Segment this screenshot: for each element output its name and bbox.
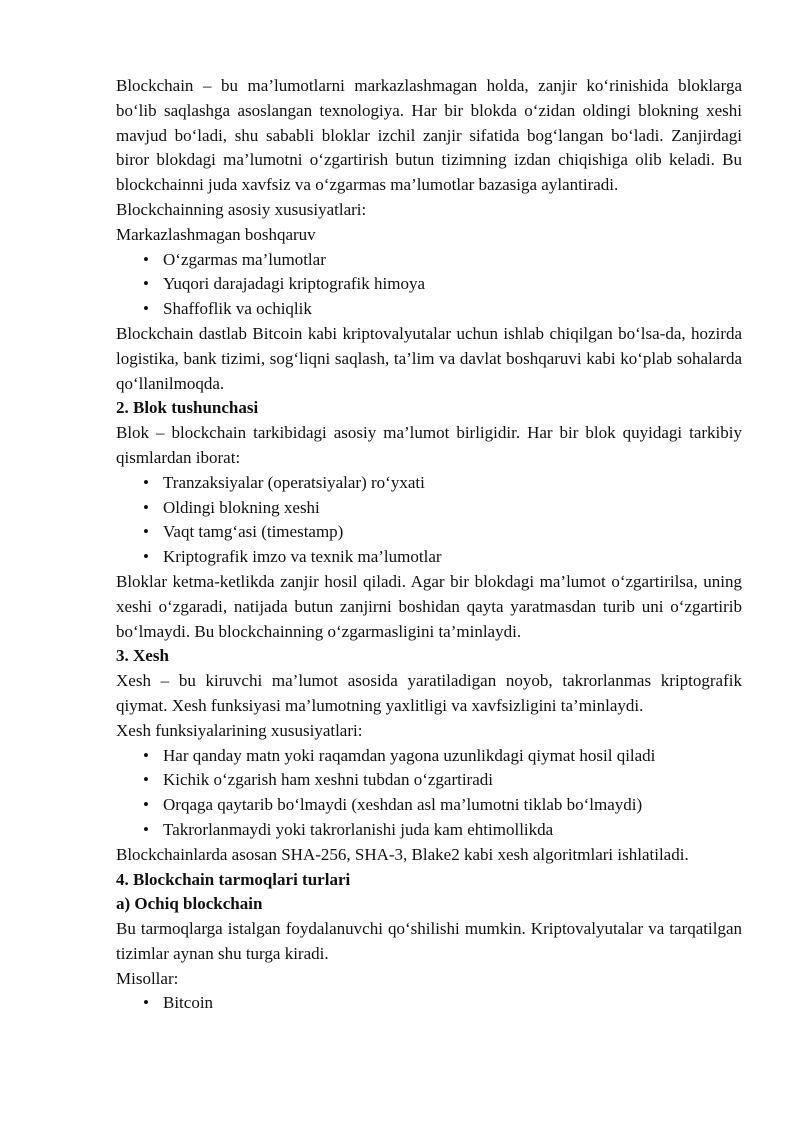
list-item-text: Takrorlanmaydi yoki takrorlanishi juda kam ehtimollikda xyxy=(163,819,554,839)
bullet-icon: • xyxy=(143,522,149,542)
list-item xyxy=(116,545,742,570)
list-item xyxy=(116,297,742,322)
list-item xyxy=(116,272,742,297)
intro-paragraph: Blockchain – bu ma’lumotlarni markazlashmagan holda, zanjir ko‘rinishida bloklarga bo‘lib saqlashga asoslangan texnologiya. Har bir blokda o‘zidan oldingi blokning xeshi mavjud bo‘ladi, shu sababli bloklar izchil zanjir sifatida bog‘langan bo‘ladi. Zanjirdagi biror blokdagi ma’lumotni o‘zgartirish butun tizimning izdan chiqishiga olib keladi. Bu blockchainni juda xavfsiz va o‘zgarmas ma’lumotlar bazasiga aylantiradi. xyxy=(116,76,742,195)
list-item xyxy=(116,768,742,793)
bullet-icon: • xyxy=(143,249,149,269)
features-title: Blockchainning asosiy xususiyatlari: xyxy=(116,199,367,219)
hash-intro-paragraph: Xesh – bu kiruvchi ma’lumot asosida yaratiladigan noyob, takrorlanmas kriptografik qiymat. Xesh funksiyasi ma’lumotning yaxlitligi va xavfsizligini ta’minlaydi. xyxy=(116,671,742,715)
document-page xyxy=(116,74,742,1016)
hash-features-title: Xesh funksiyalarining xususiyatlari: xyxy=(116,720,363,740)
list-item-text: Oldingi blokning xeshi xyxy=(163,497,320,517)
list-item-text: Tranzaksiyalar (operatsiyalar) ro‘yxati xyxy=(163,472,425,492)
bullet-icon: • xyxy=(143,819,149,839)
list-item-text: Har qanday matn yoki raqamdan yagona uzunlikdagi qiymat hosil qiladi xyxy=(163,745,656,765)
list-item-text: Bitcoin xyxy=(163,993,214,1013)
list-item-text: O‘zgarmas ma’lumotlar xyxy=(163,249,326,269)
block-intro-paragraph: Blok – blockchain tarkibidagi asosiy ma’lumot birligidir. Har bir blok quyidagi tarkibiy qismlardan iborat: xyxy=(116,423,742,467)
list-item-text: Vaqt tamg‘asi (timestamp) xyxy=(163,522,344,542)
list-item-text: Kriptografik imzo va texnik ma’lumotlar xyxy=(163,547,442,567)
list-item-text: Shaffoflik va ochiqlik xyxy=(163,299,312,319)
list-item-text: Kichik o‘zgarish ham xeshni tubdan o‘zgartiradi xyxy=(163,770,493,790)
bullet-icon: • xyxy=(143,497,149,517)
features-first-item: Markazlashmagan boshqaruv xyxy=(116,224,316,244)
list-item xyxy=(116,471,742,496)
block-chain-paragraph: Bloklar ketma-ketlikda zanjir hosil qiladi. Agar bir blokdagi ma’lumot o‘zgartirilsa, uning xeshi o‘zgaradi, natijada butun zanjirni boshidan qayta yaratmasdan turib uni o‘zgartirib bo‘lmaydi. Bu blockchainning o‘zgarmasligini ta’minlaydi. xyxy=(116,571,742,641)
block-parts-list xyxy=(116,471,742,570)
list-item xyxy=(116,496,742,521)
bullet-icon: • xyxy=(143,795,149,815)
list-item xyxy=(116,818,742,843)
features-list xyxy=(116,248,742,322)
list-item xyxy=(116,248,742,273)
examples-title: Misollar: xyxy=(116,968,179,988)
list-item-text: Yuqori darajadagi kriptografik himoya xyxy=(163,274,426,294)
subsection-heading-public: a) Ochiq blockchain xyxy=(116,894,263,914)
public-intro-paragraph: Bu tarmoqlarga istalgan foydalanuvchi qo‘shilishi mumkin. Kriptovalyutalar va tarqatilgan tizimlar aynan shu turga kiradi. xyxy=(116,919,742,963)
section-heading-network-types: 4. Blockchain tarmoqlari turlari xyxy=(116,869,351,889)
list-item xyxy=(116,520,742,545)
hash-features-list xyxy=(116,744,742,843)
list-item xyxy=(116,991,742,1016)
bullet-icon: • xyxy=(143,993,149,1013)
examples-list xyxy=(116,991,742,1016)
section-heading-hash: 3. Xesh xyxy=(116,646,169,666)
bullet-icon: • xyxy=(143,299,149,319)
bullet-icon: • xyxy=(143,745,149,765)
hash-algorithms-paragraph: Blockchainlarda asosan SHA-256, SHA-3, Blake2 kabi xesh algoritmlari ishlatiladi. xyxy=(116,844,689,864)
bullet-icon: • xyxy=(143,472,149,492)
bullet-icon: • xyxy=(143,274,149,294)
list-item xyxy=(116,793,742,818)
list-item xyxy=(116,744,742,769)
list-item-text: Orqaga qaytarib bo‘lmaydi (xeshdan asl ma’lumotni tiklab bo‘lmaydi) xyxy=(163,795,643,815)
usage-paragraph: Blockchain dastlab Bitcoin kabi kriptovalyutalar uchun ishlab chiqilgan bo‘lsa-da, hozirda logistika, bank tizimi, sog‘liqni saqlash, ta’lim va davlat boshqaruvi kabi ko‘plab sohalarda qo‘llanilmoqda. xyxy=(116,323,742,393)
section-heading-block: 2. Blok tushunchasi xyxy=(116,398,259,418)
bullet-icon: • xyxy=(143,770,149,790)
bullet-icon: • xyxy=(143,547,149,567)
